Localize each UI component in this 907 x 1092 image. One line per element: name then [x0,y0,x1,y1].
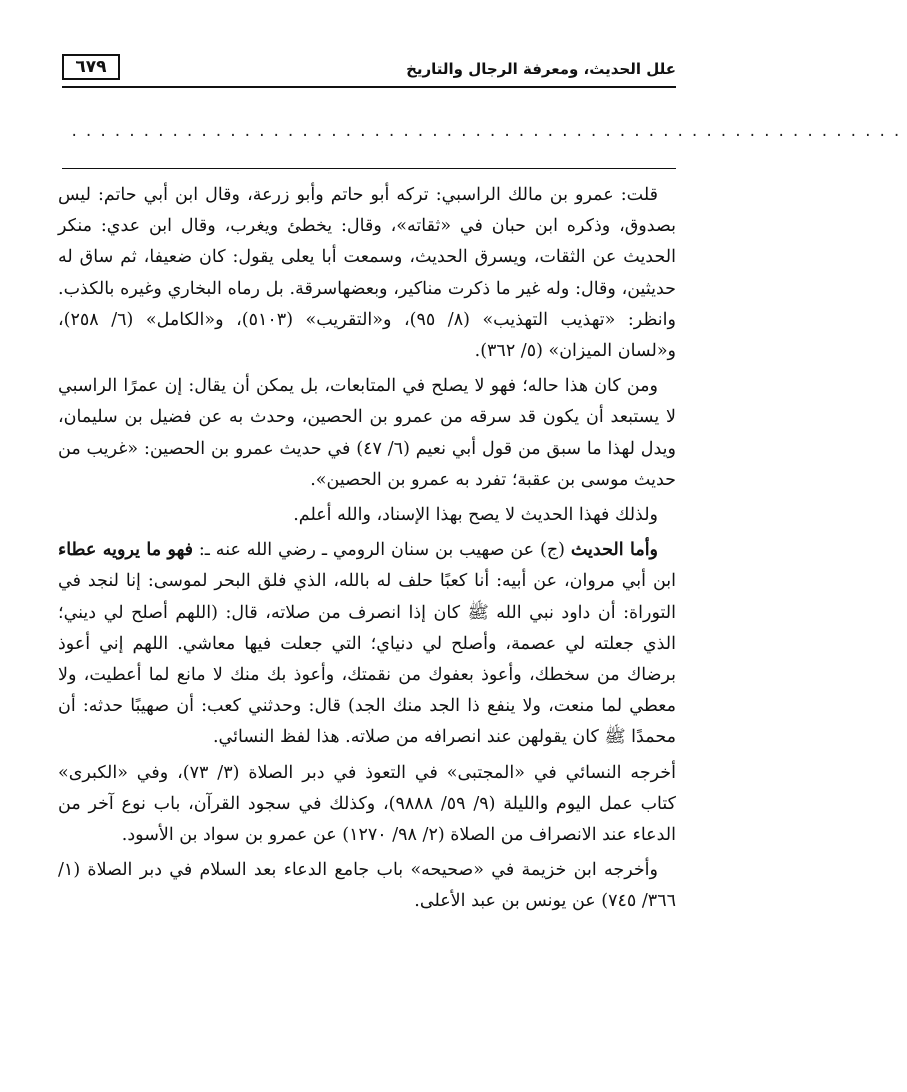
paragraph-6: وأخرجه ابن خزيمة في «صحيحه» باب جامع الدعاء بعد السلام في دبر الصلاة (١/ ٣٦٦/ ٧٤٥) عن يونس بن عبد الأعلى. [58,860,676,912]
paragraph-3: ولذلك فهذا الحديث لا يصح بهذا الإسناد، والله أعلم. [293,505,658,526]
page-number: ٦٧٩ [62,54,120,80]
running-header [62,54,676,84]
paragraph-4-lead: وأما الحديث [570,540,659,561]
body-text [58,180,676,922]
header-title: علل الحديث، ومعرفة الرجال والتاريخ [406,60,676,78]
paragraph-2: ومن كان هذا حاله؛ فهو لا يصلح في المتابعات، بل يمكن أن يقال: إن عمرًا الراسبي لا يستبعد أن يكون قد سرقه من عمرو بن الحصين، وحدث به عن فضيل بن سليمان، ويدل لهذا ما سبق من قول أبي نعيم (٦/ ٤٧) في حديث عمرو بن الحصين: «غريب من حديث موسى بن عقبة؛ تفرد به عمرو بن الحصين». [58,376,676,490]
paragraph-1: قلت: عمرو بن مالك الراسبي: تركه أبو حاتم وأبو زرعة، وقال ابن أبي حاتم: ليس بصدوق، وذكره ابن حبان في «ثقاته»، وقال: يخطئ ويغرب، وقال ابن عدي: منكر الحديث عن الثقات، ويسرق الحديث، وسمعت أبا يعلى يقول: كان ضعيفا، ثم ساق له حديثين، وقال: وله غير ما ذكرت مناكير، وبعضهاسرقة. بل رماه البخاري وغيره بالكذب. وانظر: «تهذيب التهذيب» (٨/ ٩٥)، و«التقريب» (٥١٠٣)، و«الكامل» (٦/ ٢٥٨)، و«لسان الميزان» (٥/ ٣٦٢). [58,185,676,362]
header-rule [62,86,676,88]
dotted-separator: .......................................................... [70,124,907,140]
paragraph-4-text: (ج) عن صهيب بن سنان الرومي ـ رضي الله عنه ـ: [193,540,571,561]
paragraph-4-text2: ابن أبي مروان، عن أبيه: أنا كعبًا حلف له بالله، الذي فلق البحر لموسى: إنا لنجد في التوراة: أن داود نبي الله ﷺ كان إذا انصرف من صلاته، قال: (اللهم أصلح لي ديني؛ الذي جعلته لي عصمة، وأصلح لي دنياي؛ التي جعلت فيها معاشي. اللهم إني أعوذ برضاك من سخطك، وأعوذ بعفوك من نقمتك، وأعوذ بك منك لا مانع لما أعطيت، ولا معطي لما منعت، ولا ينفع ذا الجد منك الجد) قال: وحدثني كعب: أن صهيبًا حدثه: أن محمدًا ﷺ كان يقولهن عند انصرافه من صلاته. هذا لفظ النسائي. [58,571,676,748]
section-rule [62,168,676,169]
paragraph-4 [58,535,676,753]
paragraph-5: أخرجه النسائي في «المجتبى» في التعوذ في دبر الصلاة (٣/ ٧٣)، وفي «الكبرى» كتاب عمل اليوم والليلة (٩/ ٥٩/ ٩٨٨٨)، وكذلك في سجود القرآن، باب نوع آخر من الدعاء عند الانصراف من الصلاة (٢/ ٩٨/ ١٢٧٠) عن عمرو بن سواد بن الأسود. [58,762,677,846]
paragraph-4-lead2: فهو ما يرويه عطاء [58,540,194,561]
